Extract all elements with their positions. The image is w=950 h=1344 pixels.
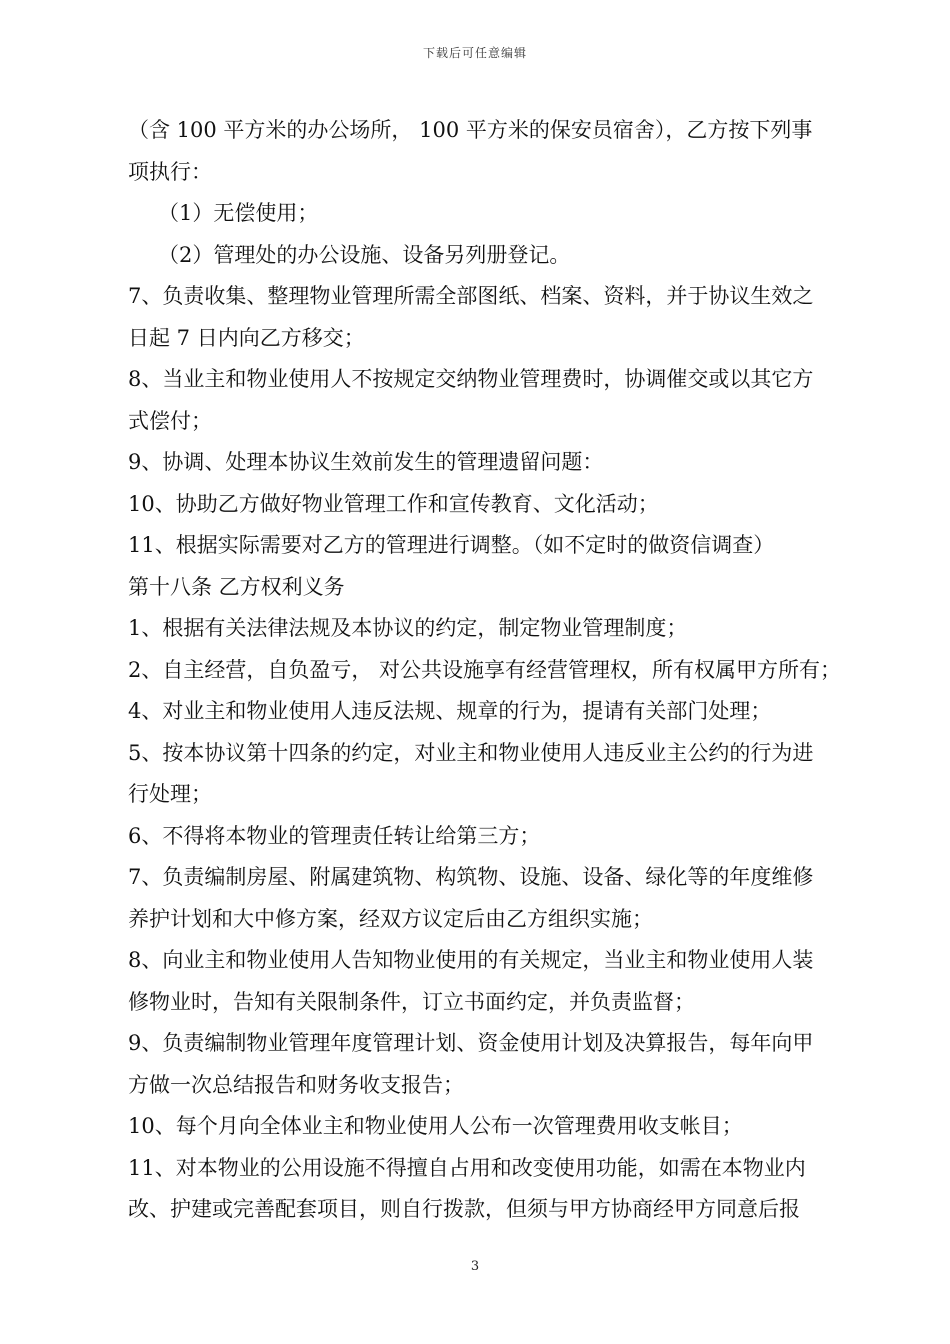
text-line: 6、不得将本物业的管理责任转让给第三方； xyxy=(128,823,541,848)
text-line: 4、对业主和物业使用人违反法规、规章的行为，提请有关部门处理； xyxy=(128,699,772,723)
text-line: 10、每个月向全体业主和物业使用人公布一次管理费用收支帐目； xyxy=(128,1114,743,1138)
text-line: 11、根据实际需要对乙方的管理进行调整。（如不定时的做资信调查） xyxy=(128,533,775,557)
text-line: 日起 7 日内向乙方移交； xyxy=(128,325,365,350)
text-line: 改、护建或完善配套项目，则自行拨款，但须与甲方协商经甲方同意后报 xyxy=(128,1197,800,1221)
text-line: 养护计划和大中修方案，经双方议定后由乙方组织实施； xyxy=(128,906,653,931)
page-header: 下载后可任意编辑 xyxy=(422,46,527,60)
text-line: 10、协助乙方做好物业管理工作和宣传教育、文化活动； xyxy=(128,491,659,516)
text-line: 修物业时，告知有关限制条件，订立书面约定，并负责监督； xyxy=(128,989,695,1014)
text-line: 7、负责编制房屋、附属建筑物、构筑物、设施、设备、绿化等的年度维修 xyxy=(128,865,814,889)
text-line: 式偿付； xyxy=(128,408,212,433)
text-line: 5、按本协议第十四条的约定，对业主和物业使用人违反业主公约的行为进 xyxy=(128,740,814,765)
section-heading: 第十八条 乙方权利义务 xyxy=(128,574,345,599)
text-line: 9、协调、处理本协议生效前发生的管理遗留问题： xyxy=(128,450,604,474)
document-body xyxy=(128,110,873,1231)
page-number: 3 xyxy=(470,1259,480,1274)
text-line: （2）管理处的办公设施、设备另列册登记。 xyxy=(158,242,571,267)
text-line: 项执行： xyxy=(128,159,212,184)
text-line: 8、当业主和物业使用人不按规定交纳物业管理费时，协调催交或以其它方 xyxy=(128,367,814,391)
text-line: 8、向业主和物业使用人告知物业使用的有关规定，当业主和物业使用人装 xyxy=(128,948,814,972)
text-line: （1）无偿使用； xyxy=(158,201,319,225)
text-line: 2、自主经营，自负盈亏， 对公共设施享有经营管理权，所有权属甲方所有； xyxy=(128,657,842,682)
text-line: 9、负责编制物业管理年度管理计划、资金使用计划及决算报告，每年向甲 xyxy=(128,1031,814,1055)
text-line: 行处理； xyxy=(128,782,212,806)
text-line: 7、负责收集、整理物业管理所需全部图纸、档案、资料，并于协议生效之 xyxy=(128,284,814,308)
text-line: （含 100 平方米的办公场所， 100 平方米的保安员宿舍），乙方按下列事 xyxy=(128,118,813,142)
text-line: 11、对本物业的公用设施不得擅自占用和改变使用功能，如需在本物业内 xyxy=(128,1155,806,1180)
text-line: 1、根据有关法律法规及本协议的约定，制定物业管理制度； xyxy=(128,616,688,640)
text-line: 方做一次总结报告和财务收支报告； xyxy=(128,1072,464,1097)
